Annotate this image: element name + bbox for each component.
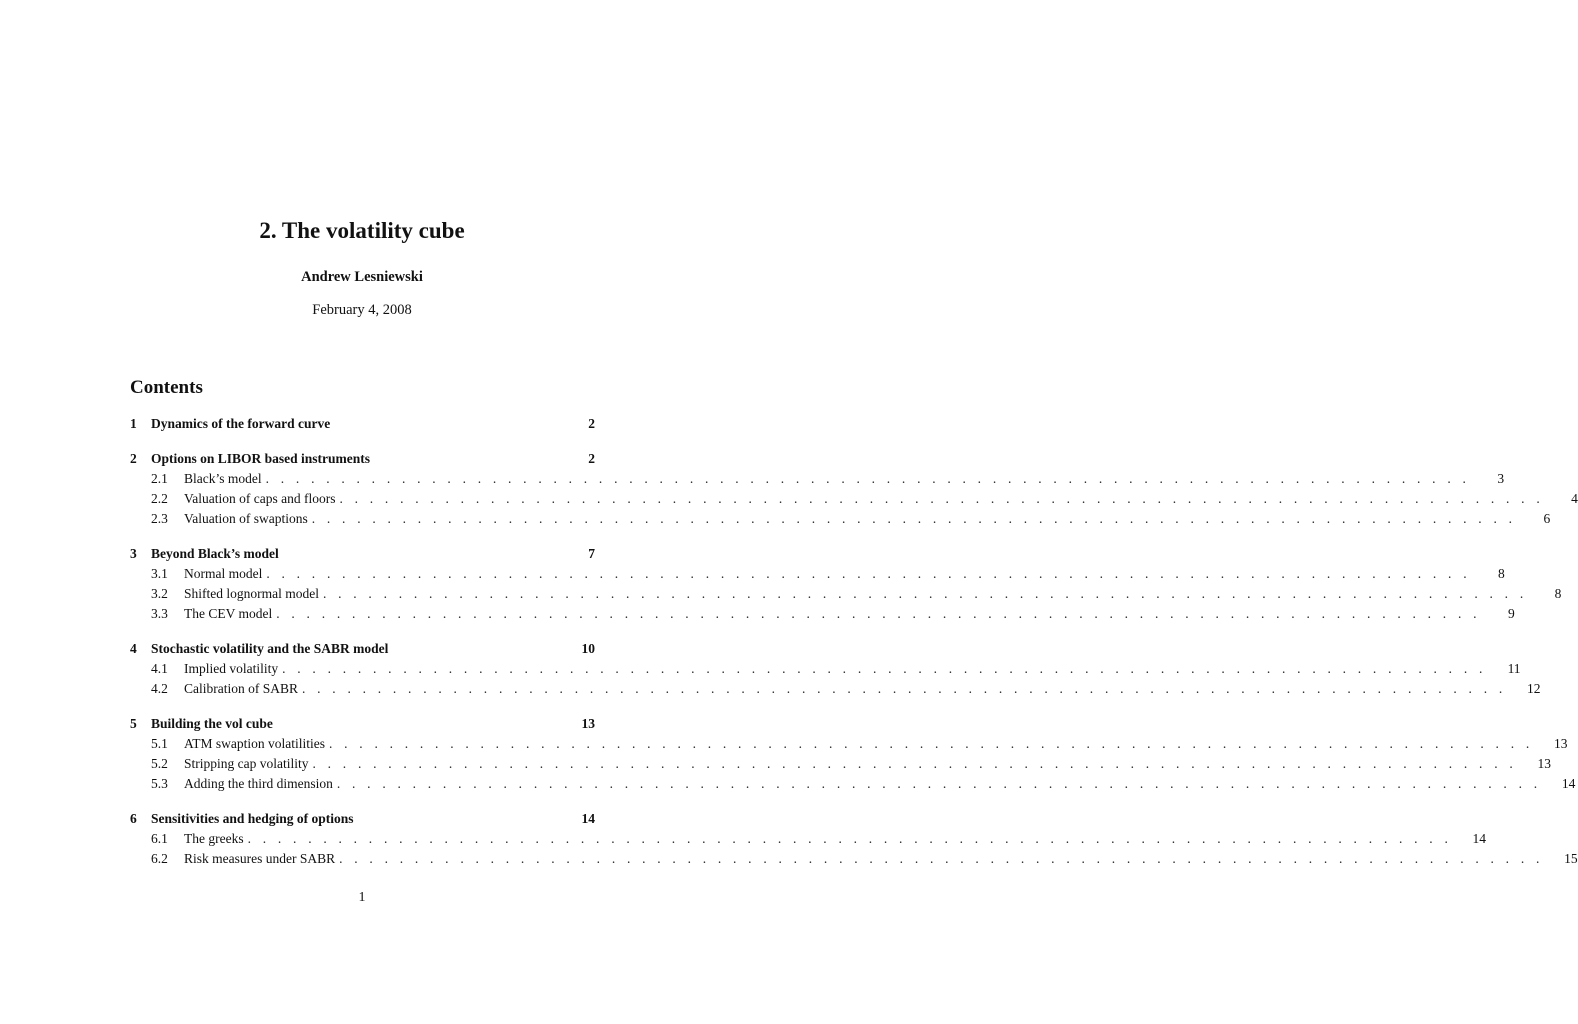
subsection-page-number: 11 (1507, 661, 1521, 676)
subsection-page-number: 15 (1564, 851, 1578, 866)
section-page-number: 2 (588, 416, 595, 431)
subsection-number: 5.3 (151, 776, 168, 791)
toc-subsection-entry[interactable] (130, 509, 1551, 529)
subsection-page-number: 8 (1498, 566, 1505, 581)
toc-section-entry[interactable] (130, 414, 595, 434)
dot-leader: . . . . . . . . . . . . . . . . . . . . . . . . . . . . . . . . . . . . . . . . . . . . . . . . . . . . . . . . . . . . . . . . . . . . . . . . . . . . . . . . (322, 586, 1528, 601)
subsection-number: 4.2 (151, 681, 168, 696)
subsection-page-number: 13 (1553, 736, 1568, 751)
toc-subsection-entry[interactable] (130, 734, 1568, 754)
page-number: 1 (358, 890, 366, 905)
toc-section (130, 449, 1578, 529)
subsection-page-number: 14 (1561, 776, 1576, 791)
subsection-page-number: 13 (1537, 756, 1551, 771)
subsection-title: Valuation of caps and floors (184, 491, 336, 506)
section-title: Options on LIBOR based instruments (151, 451, 371, 466)
subsection-number: 6.2 (151, 851, 168, 866)
section-number: 2 (130, 451, 137, 466)
subsection-page-number: 12 (1526, 681, 1541, 696)
subsection-number: 6.1 (151, 831, 168, 846)
subsection-title: Adding the third dimension (184, 776, 333, 791)
subsection-number: 5.1 (151, 736, 168, 751)
subsection-title: Valuation of swaptions (184, 511, 308, 526)
toc-section (130, 809, 1578, 869)
dot-leader: . . . . . . . . . . . . . . . . . . . . . . . . . . . . . . . . . . . . . . . . . . . . . . . . . . . . . . . . . . . . . . . . . . . . . . . . . . . . . . . . (266, 566, 1471, 581)
dot-leader: . . . . . . . . . . . . . . . . . . . . . . . . . . . . . . . . . . . . . . . . . . . . . . . . . . . . . . . . . . . . . . . . . . . . . . . . . . . . . . . . (282, 661, 1487, 676)
subsection-page-number: 8 (1554, 586, 1562, 601)
section-page-number: 13 (581, 716, 595, 731)
subsection-title: Stripping cap volatility (184, 756, 309, 771)
section-page-number: 2 (588, 451, 595, 466)
subsection-title: ATM swaption volatilities (184, 736, 325, 751)
toc-section-entry[interactable] (130, 714, 595, 734)
subsection-page-number: 4 (1571, 491, 1578, 506)
section-number: 1 (130, 416, 137, 431)
subsection-title: Implied volatility (184, 661, 279, 676)
toc-subsection-entry[interactable] (130, 679, 1541, 699)
dot-leader: . . . . . . . . . . . . . . . . . . . . . . . . . . . . . . . . . . . . . . . . . . . . . . . . . . . . . . . . . . . . . . . . . . . . . . . . . . . . . . . . (302, 681, 1507, 696)
toc-subsection-entry[interactable] (130, 754, 1551, 774)
toc-section (130, 714, 1576, 794)
subsection-title: Black’s model (184, 471, 262, 486)
subsection-number: 3.1 (151, 566, 168, 581)
dot-leader: . . . . . . . . . . . . . . . . . . . . . . . . . . . . . . . . . . . . . . . . . . . . . . . . . . . . . . . . . . . . . . . . . . . . . . . . . . . . . . . . (276, 606, 1481, 621)
section-title: Beyond Black’s model (151, 546, 279, 561)
section-page-number: 7 (588, 546, 595, 561)
toc-subsection-entry[interactable] (130, 489, 1578, 509)
section-title: Stochastic volatility and the SABR model (151, 641, 389, 656)
subsection-number: 2.2 (151, 491, 168, 506)
toc-section-entry[interactable] (130, 639, 595, 659)
subsection-number: 4.1 (151, 661, 168, 676)
section-number: 4 (130, 641, 137, 656)
dot-leader: . . . . . . . . . . . . . . . . . . . . . . . . . . . . . . . . . . . . . . . . . . . . . . . . . . . . . . . . . . . . . . . . . . . . . . . . . . . . . . . . (339, 851, 1544, 866)
section-title: Building the vol cube (151, 716, 273, 731)
dot-leader: . . . . . . . . . . . . . . . . . . . . . . . . . . . . . . . . . . . . . . . . . . . . . . . . . . . . . . . . . . . . . . . . . . . . . . . . . . . . . . . . (247, 831, 1453, 846)
section-number: 6 (130, 811, 137, 826)
toc-subsection-entry[interactable] (130, 469, 1505, 489)
dot-leader: . . . . . . . . . . . . . . . . . . . . . . . . . . . . . . . . . . . . . . . . . . . . . . . . . . . . . . . . . . . . . . . . . . . . . . . . . . . . . . . . (339, 491, 1544, 506)
toc-section-entry[interactable] (130, 809, 595, 829)
subsection-title: The greeks (184, 831, 244, 846)
section-page-number: 14 (581, 811, 595, 826)
section-number: 5 (130, 716, 137, 731)
author-name: Andrew Lesniewski (301, 269, 423, 285)
dot-leader: . . . . . . . . . . . . . . . . . . . . . . . . . . . . . . . . . . . . . . . . . . . . . . . . . . . . . . . . . . . . . . . . . . . . . . . . . . . . . . . . (329, 736, 1534, 751)
toc-subsection-entry[interactable] (130, 829, 1487, 849)
subsection-number: 3.3 (151, 606, 168, 621)
toc-section-entry[interactable] (130, 449, 595, 469)
subsection-title: Shifted lognormal model (184, 586, 319, 601)
subsection-number: 2.3 (151, 511, 168, 526)
section-title: Dynamics of the forward curve (151, 416, 331, 431)
subsection-page-number: 9 (1507, 606, 1515, 621)
subsection-title: Normal model (184, 566, 263, 581)
toc-section-entry[interactable] (130, 544, 595, 564)
subsection-title: The CEV model (184, 606, 273, 621)
subsection-number: 5.2 (151, 756, 168, 771)
dot-leader: . . . . . . . . . . . . . . . . . . . . . . . . . . . . . . . . . . . . . . . . . . . . . . . . . . . . . . . . . . . . . . . . . . . . . . . . . . . . . . . . (311, 511, 1517, 526)
subsection-page-number: 3 (1497, 471, 1505, 486)
toc-subsection-entry[interactable] (130, 774, 1576, 794)
subsection-number: 3.2 (151, 586, 168, 601)
subsection-title: Calibration of SABR (184, 681, 298, 696)
toc-subsection-entry[interactable] (130, 564, 1505, 584)
dot-leader: . . . . . . . . . . . . . . . . . . . . . . . . . . . . . . . . . . . . . . . . . . . . . . . . . . . . . . . . . . . . . . . . . . . . . . . . . . . . . . . . (336, 776, 1542, 791)
toc-section (130, 639, 1541, 699)
toc-subsection-entry[interactable] (130, 659, 1521, 679)
paper-title: 2. The volatility cube (259, 218, 465, 243)
table-of-contents (130, 414, 1578, 884)
toc-section (130, 544, 1562, 624)
contents-heading: Contents (130, 377, 203, 398)
subsection-page-number: 14 (1472, 831, 1487, 846)
toc-subsection-entry[interactable] (130, 849, 1578, 869)
publication-date: February 4, 2008 (312, 302, 412, 318)
toc-section (130, 414, 595, 434)
section-number: 3 (130, 546, 137, 561)
toc-subsection-entry[interactable] (130, 604, 1515, 624)
section-page-number: 10 (581, 641, 595, 656)
subsection-title: Risk measures under SABR (184, 851, 336, 866)
dot-leader: . . . . . . . . . . . . . . . . . . . . . . . . . . . . . . . . . . . . . . . . . . . . . . . . . . . . . . . . . . . . . . . . . . . . . . . . . . . . . . . . (312, 756, 1517, 771)
subsection-page-number: 6 (1543, 511, 1551, 526)
dot-leader: . . . . . . . . . . . . . . . . . . . . . . . . . . . . . . . . . . . . . . . . . . . . . . . . . . . . . . . . . . . . . . . . . . . . . . . . . . . . . . . . (265, 471, 1471, 486)
toc-subsection-entry[interactable] (130, 584, 1562, 604)
section-title: Sensitivities and hedging of options (151, 811, 354, 826)
subsection-number: 2.1 (151, 471, 168, 486)
